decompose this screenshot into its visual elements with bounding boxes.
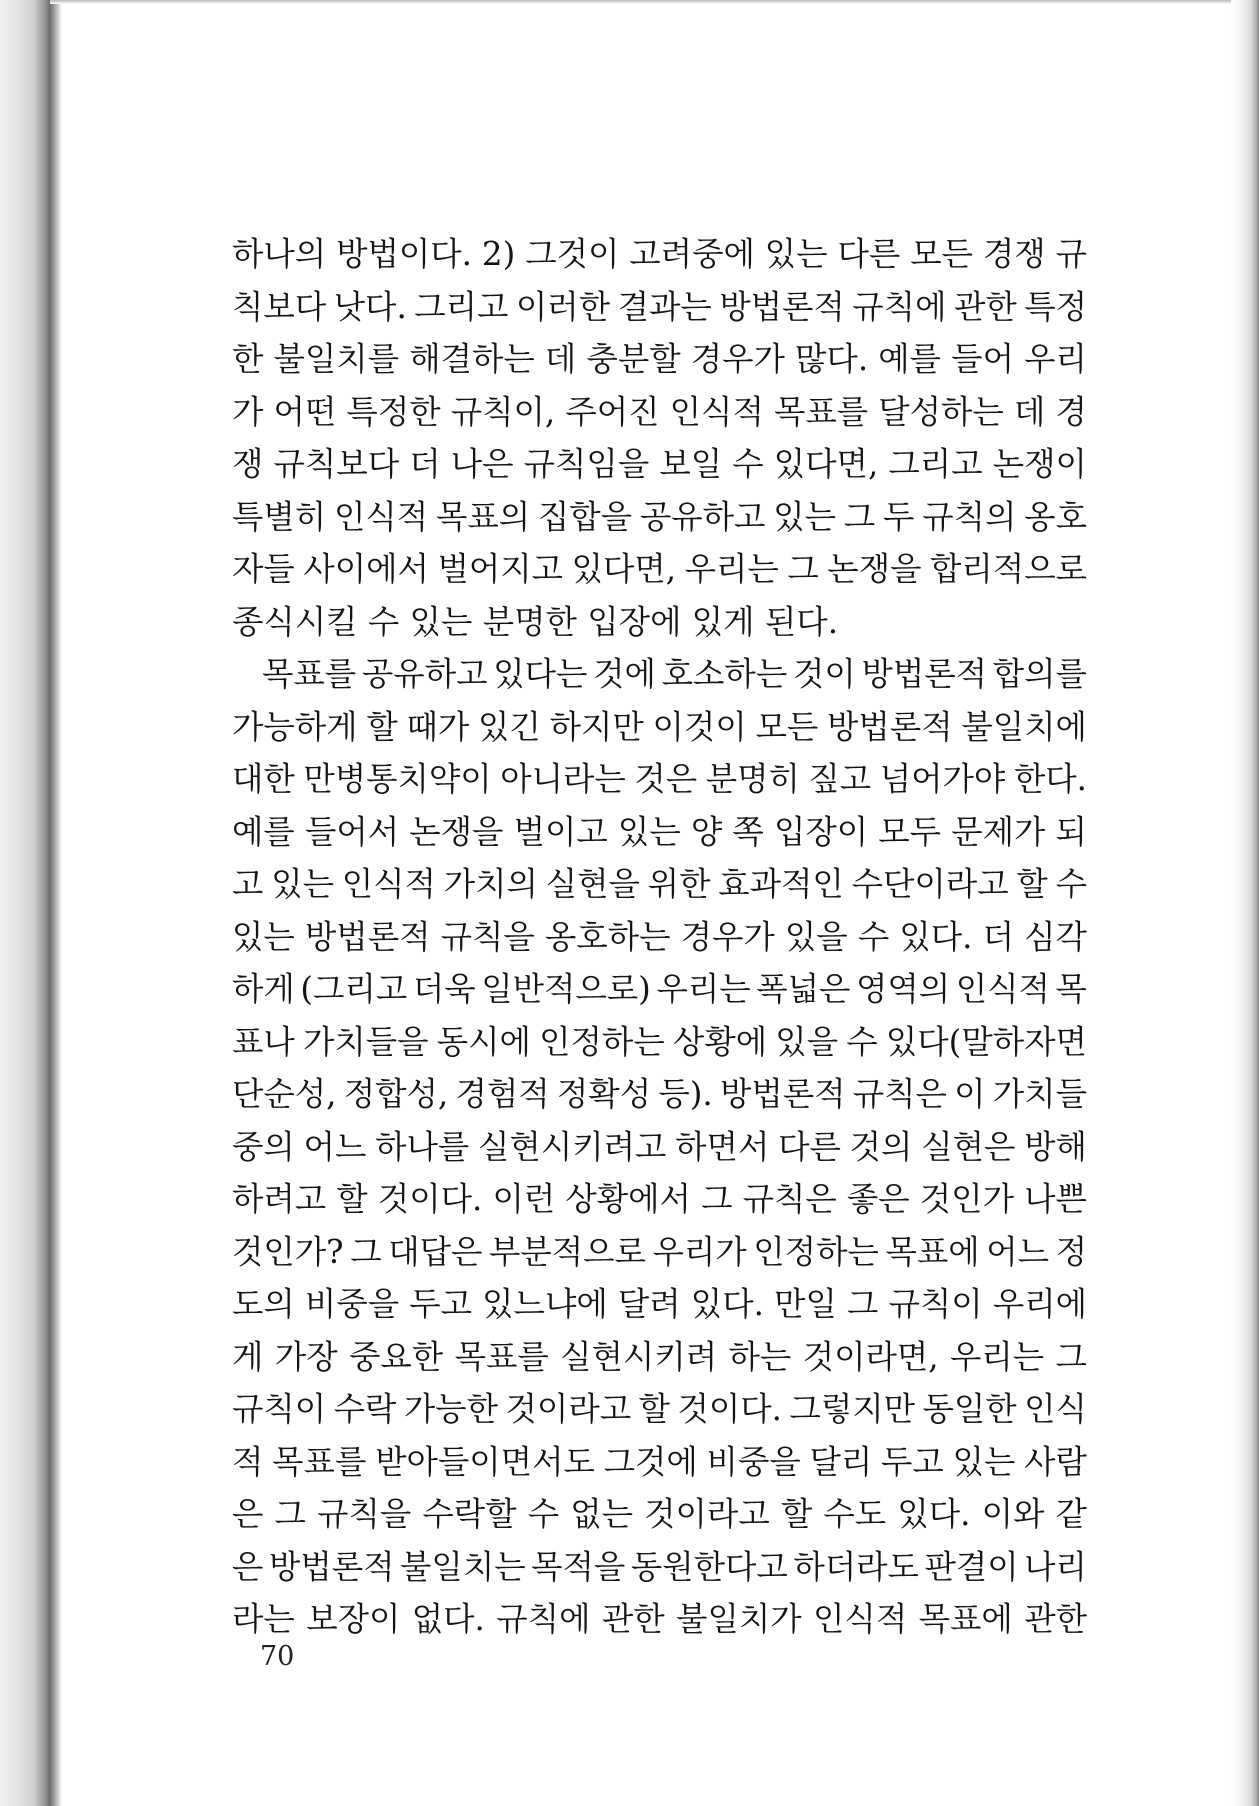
text-line: 종식시킬 수 있는 분명한 입장에 있게 된다. <box>232 602 839 641</box>
text-line: 하게 (그리고 더욱 일반적으로) 우리는 폭넓은 영역의 인식적 목 <box>232 970 1087 1008</box>
text-line: 있는 방법론적 규칙을 옹호하는 경우가 있을 수 있다. 더 심각 <box>232 917 1087 956</box>
text-line: 도의 비중을 두고 있느냐에 달려 있다. 만일 그 규칙이 우리에 <box>232 1285 1087 1323</box>
text-line: 가능하게 할 때가 있긴 하지만 이것이 모든 방법론적 불일치에 <box>232 707 1087 746</box>
text-line: 한 불일치를 해결하는 데 충분할 경우가 많다. 예를 들어 우리 <box>232 340 1087 378</box>
text-line: 쟁 규칙보다 더 나은 규칙임을 보일 수 있다면, 그리고 논쟁이 <box>232 445 1087 483</box>
text-line: 단순성, 정합성, 경험적 정확성 등). 방법론적 규칙은 이 가치들 <box>232 1075 1087 1113</box>
text-line: 대한 만병통치약이 아니라는 것은 분명히 짚고 넘어가야 한다. <box>232 760 1087 798</box>
text-line: 하나의 방법이다. 2) 그것이 고려중에 있는 다른 모든 경쟁 규 <box>232 235 1087 273</box>
text-line: 칙보다 낫다. 그리고 이러한 결과는 방법론적 규칙에 관한 특정 <box>232 287 1087 326</box>
text-line: 은 방법론적 불일치는 목적을 동원한다고 하더라도 판결이 나리 <box>232 1547 1087 1586</box>
text-line: 것인가? 그 대답은 부분적으로 우리가 인정하는 목표에 어느 정 <box>232 1232 1087 1271</box>
text-line: 은 그 규칙을 수락할 수 없는 것이라고 할 수도 있다. 이와 같 <box>232 1495 1087 1533</box>
text-line: 게 가장 중요한 목표를 실현시키려 하는 것이라면, 우리는 그 <box>232 1337 1087 1376</box>
text-line: 자들 사이에서 벌어지고 있다면, 우리는 그 논쟁을 합리적으로 <box>232 550 1087 588</box>
text-line: 예를 들어서 논쟁을 벌이고 있는 양 쪽 입장이 모두 문제가 되 <box>232 812 1087 851</box>
text-line: 규칙이 수락 가능한 것이라고 할 것이다. 그렇지만 동일한 인식 <box>232 1390 1087 1428</box>
book-spine-shadow <box>0 0 62 1806</box>
text-line: 고 있는 인식적 가치의 실현을 위한 효과적인 수단이라고 할 수 <box>232 865 1087 903</box>
text-line: 특별히 인식적 목표의 집합을 공유하고 있는 그 두 규칙의 옹호 <box>232 497 1087 536</box>
page-body-text <box>232 228 1087 1646</box>
text-line: 중의 어느 하나를 실현시키려고 하면서 다른 것의 실현은 방해 <box>232 1127 1087 1166</box>
text-line: 하려고 할 것이다. 이런 상황에서 그 규칙은 좋은 것인가 나쁜 <box>232 1180 1087 1218</box>
page-top-edge <box>50 0 1240 4</box>
text-line: 적 목표를 받아들이면서도 그것에 비중을 달리 두고 있는 사람 <box>232 1442 1087 1481</box>
text-line: 표나 가치들을 동시에 인정하는 상황에 있을 수 있다(말하자면 <box>232 1022 1087 1061</box>
text-line: 라는 보장이 없다. 규칙에 관한 불일치가 인식적 목표에 관한 <box>232 1600 1087 1638</box>
text-line: 가 어떤 특정한 규칙이, 주어진 인식적 목표를 달성하는 데 경 <box>232 392 1087 431</box>
page-right-edge <box>1231 0 1259 1806</box>
page-number: 70 <box>260 1641 295 1672</box>
text-line: 목표를 공유하고 있다는 것에 호소하는 것이 방법론적 합의를 <box>262 655 1087 693</box>
